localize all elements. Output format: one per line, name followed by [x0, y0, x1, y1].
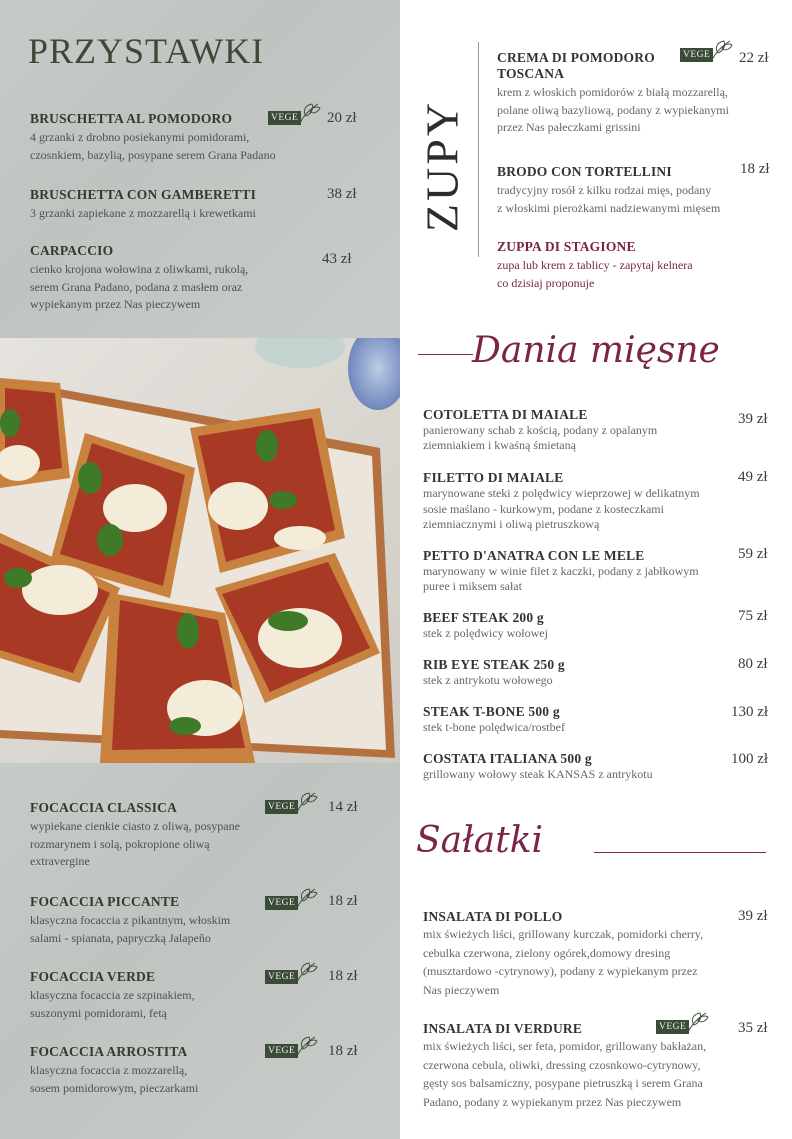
item-price: 80 zł	[738, 656, 768, 672]
item-desc: 3 grzanki zapiekane z mozzarellą i krewetkami	[30, 206, 256, 220]
item-name: CARPACCIO	[30, 243, 114, 258]
item-desc: klasyczna focaccia z pikantnym, włoskim salami - spianata, papryczką Jalapeño	[30, 913, 231, 945]
item-price: 59 zł	[738, 546, 768, 562]
zupy-title: ZUPY	[416, 99, 468, 232]
item-price: 18 zł	[328, 893, 358, 909]
item-name: RIB EYE STEAK 250 g	[423, 657, 565, 672]
item-name: COTOLETTA DI MAIALE	[423, 407, 588, 422]
item-price: 35 zł	[738, 1020, 768, 1036]
item-price: 18 zł	[328, 1043, 358, 1059]
item-desc: wypiekane cienkie ciasto z oliwą, posypane rozmarynem i solą, pokropione oliwą extravergine	[30, 819, 240, 868]
menu-item-petto-danatra	[423, 548, 773, 594]
item-desc: stek z antrykotu wołowego	[423, 673, 553, 687]
item-desc: krem z włoskich pomidorów z białą mozzarellą, polane oliwą bazyliową, podany z wypiekanymi przez Nas pałeczkami grissini	[497, 85, 729, 134]
item-desc: marynowane steki z polędwicy wieprzowej w delikatnym sosie maślano - kurkowym, podane z kosteczkami ziemniacznymi i oliwą pietruszkową	[423, 486, 700, 531]
item-price: 43 zł	[322, 251, 352, 267]
item-desc: 4 grzanki z drobno posiekanymi pomidorami, czosnkiem, bazylią, posypane serem Grana Padano	[30, 130, 276, 162]
menu-item-cotoletta-di-maiale	[423, 407, 773, 453]
leaf-icon	[293, 886, 319, 910]
item-desc: tradycyjny rosół z kilku rodzai mięs, podany z włoskimi pierożkami nadziewanymi mięsem	[497, 183, 721, 215]
menu-item-filetto-di-maiale	[423, 470, 773, 533]
item-desc: klasyczna focaccia ze szpinakiem, suszonymi pomidorami, fetą	[30, 988, 195, 1020]
item-name: BRODO CON TORTELLINI	[497, 164, 672, 179]
leaf-icon	[293, 1034, 319, 1058]
item-name: PETTO D'ANATRA CON LE MELE	[423, 548, 645, 563]
leaf-icon	[296, 101, 322, 125]
vege-badge	[265, 960, 321, 986]
item-desc: klasyczna focaccia z mozzarellą, sosem pomidorowym, pieczarkami	[30, 1063, 199, 1095]
dania-miesne-title: Dania mięsne	[472, 330, 720, 371]
vege-label: VEGE	[265, 896, 298, 910]
item-name: FILETTO DI MAIALE	[423, 470, 564, 485]
menu-item-costata-italiana	[423, 751, 773, 782]
item-desc: stek z polędwicy wołowej	[423, 626, 548, 640]
vege-label: VEGE	[656, 1020, 689, 1034]
item-name: COSTATA ITALIANA 500 g	[423, 751, 592, 766]
przystawki-title: PRZYSTAWKI	[28, 31, 265, 71]
menu-item-beef-steak	[423, 610, 773, 641]
item-price: 39 zł	[738, 908, 768, 924]
menu-item-zuppa-di-stagione	[497, 239, 777, 292]
vege-label: VEGE	[680, 48, 713, 62]
item-desc: stek t-bone polędwica/rostbef	[423, 720, 565, 734]
menu-item-brodo-con-tortellini	[497, 164, 777, 217]
vege-badge	[680, 38, 736, 64]
item-desc: mix świeżych liści, grillowany kurczak, pomidorki cherry, cebulka czerwona, zielony ogórek,domowy dresing (musztardowo -cytrynowy), podany z wypiekanym przez Nas pieczywem	[423, 927, 704, 997]
vege-label: VEGE	[265, 970, 298, 984]
leaf-icon	[708, 38, 734, 62]
item-name: INSALATA DI POLLO	[423, 909, 563, 924]
item-name: ZUPPA DI STAGIONE	[497, 239, 636, 254]
pizza-illustration	[0, 338, 400, 763]
item-name: BEEF STEAK 200 g	[423, 610, 544, 625]
pizza-photo	[0, 338, 400, 763]
leaf-icon	[293, 960, 319, 984]
item-name: STEAK T-BONE 500 g	[423, 704, 560, 719]
item-desc: panierowany schab z kością, podany z opalanym ziemniakiem i kwaśną śmietaną	[423, 423, 658, 452]
item-name: BRUSCHETTA CON GAMBERETTI	[30, 187, 257, 202]
salatki-title: Sałatki	[416, 820, 544, 861]
vege-badge	[656, 1010, 712, 1036]
item-price: 18 zł	[328, 968, 358, 984]
leaf-icon	[684, 1010, 710, 1034]
menu-item-insalata-di-pollo	[423, 909, 778, 999]
item-desc: zupa lub krem z tablicy - zapytaj kelnera co dzisiaj proponuje	[497, 258, 693, 290]
item-price: 49 zł	[738, 469, 768, 485]
menu-item-rib-eye-steak	[423, 657, 773, 688]
item-desc: marynowany w winie filet z kaczki, podany z jabłkowym puree i miksem sałat	[423, 564, 699, 593]
dania-rule	[418, 354, 473, 355]
item-name: FOCACCIA CLASSICA	[30, 800, 178, 815]
zupy-divider	[478, 42, 479, 257]
item-name: FOCACCIA ARROSTITA	[30, 1044, 188, 1059]
item-price: 22 zł	[739, 50, 769, 66]
vege-label: VEGE	[268, 111, 301, 125]
item-name: FOCACCIA VERDE	[30, 969, 156, 984]
vege-label: VEGE	[265, 800, 298, 814]
item-price: 39 zł	[738, 411, 768, 427]
item-desc: grillowany wołowy steak KANSAS z antrykotu	[423, 767, 653, 781]
item-price: 20 zł	[327, 110, 357, 126]
item-name: BRUSCHETTA AL POMODORO	[30, 111, 233, 126]
salatki-rule	[594, 852, 766, 853]
vege-label: VEGE	[265, 1044, 298, 1058]
vege-badge	[265, 790, 321, 816]
vege-badge	[265, 1034, 321, 1060]
item-desc: cienko krojona wołowina z oliwkami, rukolą, serem Grana Padano, podana z masłem oraz wypiekanym przez Nas pieczywem	[30, 262, 249, 311]
item-price: 18 zł	[740, 161, 770, 177]
item-desc: mix świeżych liści, ser feta, pomidor, grillowany bakłażan, czerwona cebula, oliwki, dressing czosnkowo-cytrynowy, gęsty sos balsamiczny, posypane pietruszką i serem Grana Padano, podany z wypiekanym przez Nas pieczywem	[423, 1039, 707, 1109]
vege-badge	[268, 101, 324, 127]
menu-item-steak-t-bone	[423, 704, 773, 735]
item-name: FOCACCIA PICCANTE	[30, 894, 180, 909]
item-price: 130 zł	[731, 704, 769, 720]
item-price: 100 zł	[731, 751, 769, 767]
menu-item-insalata-di-verdure	[423, 1021, 778, 1111]
item-price: 75 zł	[738, 608, 768, 624]
item-price: 14 zł	[328, 799, 358, 815]
leaf-icon	[293, 790, 319, 814]
vege-badge	[265, 886, 321, 912]
item-name: INSALATA DI VERDURE	[423, 1021, 583, 1036]
item-price: 38 zł	[327, 186, 357, 202]
item-name: CREMA DI POMODORO TOSCANA	[497, 50, 655, 81]
